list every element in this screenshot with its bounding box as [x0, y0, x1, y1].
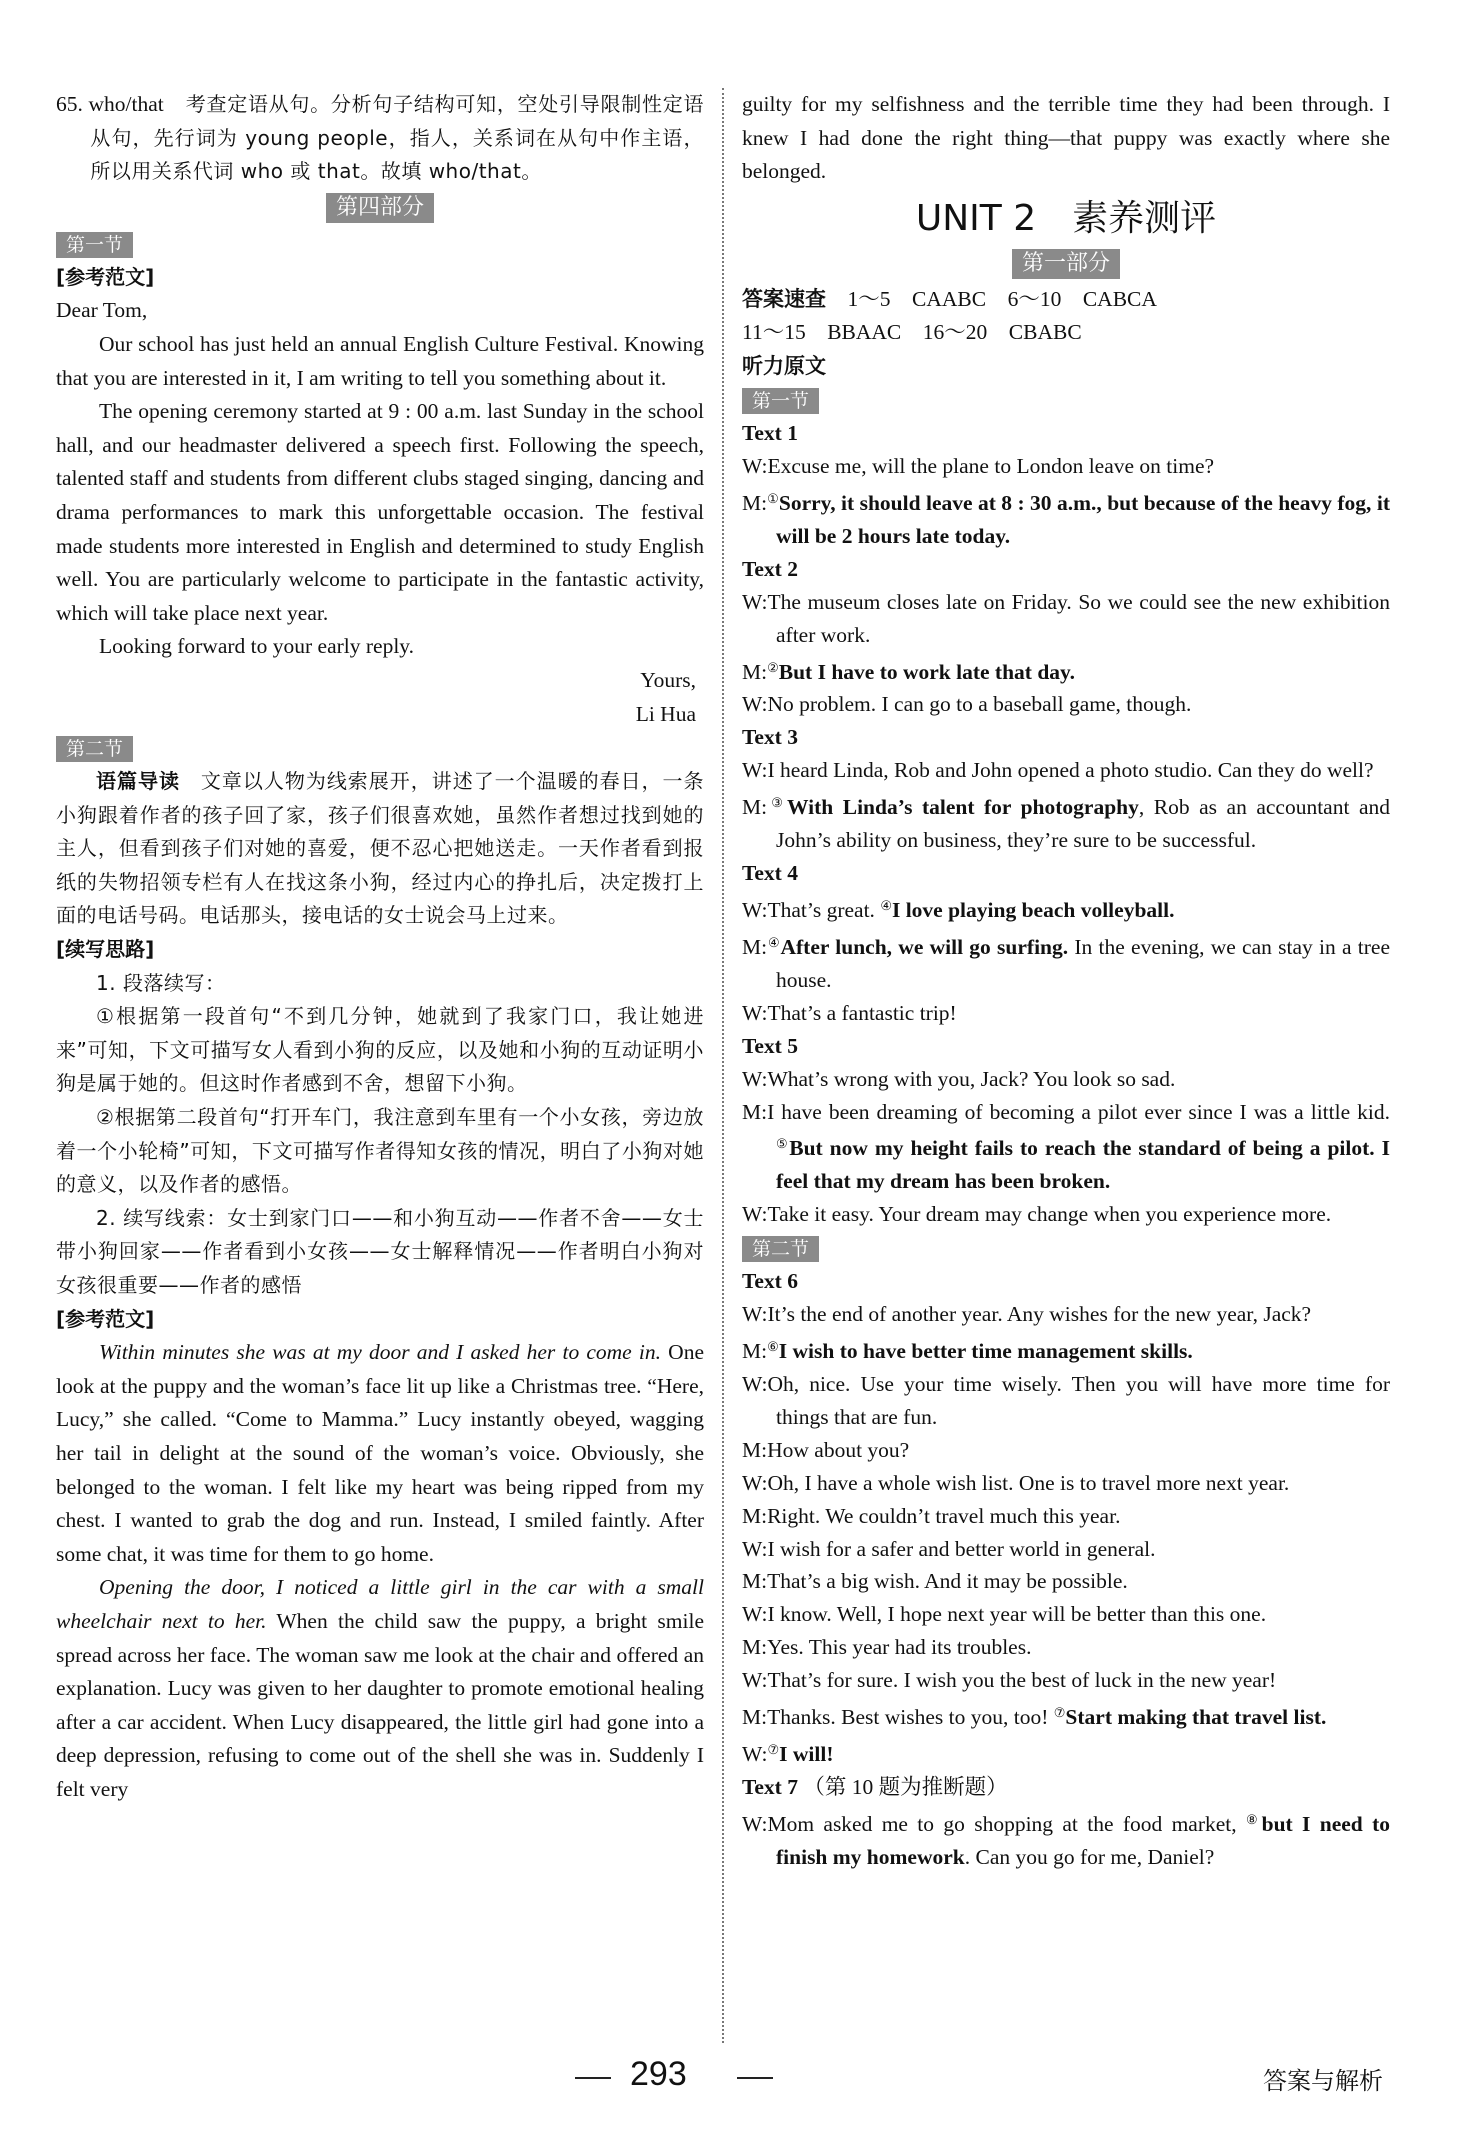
dialogue-text: That’s a fantastic trip! [767, 1000, 957, 1025]
story-text: When the child saw the puppy, a bright smile spread across her face. The woman saw me look at the chair and offered an explanation. Lucy was given to her daughter to promote emotional healing after a car accident. When Lucy disappeared, the little girl had gone into a deep depression, refusing to come out of the shell she was in. Suddenly I felt very [56, 1608, 704, 1801]
listening-section2-badge: 第二节 [742, 1236, 819, 1262]
answer-65-explanation: 考查定语从句。分析句子结构可知，空处引导限制性定语从句，先行词为 young people，指人，关系词在从句中作主语，所以用关系代词 who 或 that。故填 who/that。 [90, 92, 704, 184]
dialogue-line [742, 890, 1390, 927]
dialogue-text: Mom asked me to go shopping at the food market, [767, 1811, 1246, 1836]
speaker-label: W: [742, 1302, 768, 1327]
sample-continuation-label: [参考范文] [56, 1306, 155, 1331]
letter-paragraph: Looking forward to your early reply. [99, 634, 415, 659]
speaker-label: W: [742, 1602, 768, 1627]
dialogue-line [742, 1198, 1390, 1231]
story-paragraph [56, 1336, 704, 1571]
column-divider [722, 88, 724, 2043]
part1-heading: 第一部分 [1012, 249, 1120, 279]
letter-paragraph: The opening ceremony started at 9 : 00 a.m. last Sunday in the school hall, and our headmaster delivered a speech first. Following the speech, talented staff and students from different clubs staged singing, dancing and drama performances to mark this unforgettable occasion. The festival made students more interested in English and determined to study English well. You are particularly welcome to participate in the fantastic activity, which will take place next year. [56, 399, 704, 625]
clue-marker: ⑦ [767, 1741, 780, 1757]
answer-clue-text: I will! [779, 1741, 834, 1766]
dialogue-line [742, 1096, 1390, 1199]
dialogue-text: In the evening, we can stay in a tree house. [776, 934, 1390, 992]
listening-text-title: Text 5 [742, 1033, 798, 1058]
answer-key-line [742, 283, 1390, 317]
dialogue-text: How about you? [767, 1437, 910, 1462]
speaker-label: W: [742, 1372, 768, 1396]
clue-marker: ④ [767, 934, 781, 950]
listening-text-title-label: Text 7 [742, 1774, 798, 1799]
dialogue-line [742, 997, 1390, 1030]
speaker-label: W: [742, 1470, 768, 1495]
dialogue-line [742, 1331, 1390, 1368]
writing-idea: ①根据第一段首句“不到几分钟，她就到了我家门口，我让她进来”可知，下文可描写女人看到小狗的反应，以及她和小狗的互动证明小狗是属于她的。但这时作者感到不舍，想留下小狗。 [56, 1004, 704, 1096]
part4-heading: 第四部分 [326, 193, 434, 223]
dialogue-line [742, 1434, 1390, 1467]
answer-key-values: 1～5 CAABC 6～10 CABCA [847, 286, 1157, 311]
speaker-label: W: [742, 758, 768, 783]
speaker-label: M: [742, 1099, 768, 1124]
answer-clue-text: But I have to work late that day. [778, 659, 1075, 684]
dialogue-text: Oh, I have a whole wish list. One is to travel more next year. [767, 1470, 1290, 1495]
answer-clue-text: but I need to finish my homework [776, 1811, 1390, 1869]
right-column [742, 88, 1390, 1874]
reading-guide [56, 765, 704, 933]
speaker-label: M: [742, 795, 768, 820]
speaker-label: M: [742, 1437, 768, 1462]
footer-label: 答案与解析 [1263, 2067, 1383, 2095]
listening-texts [742, 417, 1390, 1231]
speaker-label: M: [742, 1635, 768, 1660]
story-opening-sentence: Opening the door, I noticed a little girl in the car with a small wheelchair next to her. [56, 1575, 704, 1633]
dialogue-line [742, 1368, 1390, 1434]
answer-clue-text: I wish to have better time management skills. [778, 1339, 1193, 1364]
answer-clue-text: Sorry, it should leave at 8 : 30 a.m., but because of the heavy fog, it will be 2 hours late today. [776, 490, 1390, 548]
dialogue-line [742, 1697, 1390, 1734]
speaker-label: W: [742, 1066, 768, 1091]
speaker-label: W: [742, 453, 768, 478]
dialogue-line [742, 1500, 1390, 1533]
dialogue-text: No problem. I can go to a baseball game, though. [767, 692, 1192, 717]
speaker-label: W: [742, 589, 768, 614]
clue-marker: ⑦ [1053, 1705, 1066, 1721]
clue-marker: ⑧ [1246, 1811, 1262, 1827]
letter-signature: Li Hua [635, 701, 696, 726]
page-number-dash [737, 2077, 773, 2079]
listening-text-title: Text 2 [742, 556, 798, 581]
letter-closing: Yours, [640, 667, 696, 692]
dialogue-line [742, 652, 1390, 689]
page-number: 293 [630, 2055, 687, 2093]
unit-title: UNIT 2 素养测评 [915, 197, 1217, 239]
letter-salutation: Dear Tom, [56, 298, 148, 323]
section2-badge: 第二节 [56, 736, 133, 762]
listening-text-title: Text 3 [742, 725, 798, 750]
speaker-label: W: [742, 898, 768, 923]
speaker-label: M: [742, 659, 768, 684]
dialogue-line [742, 450, 1390, 483]
speaker-label: W: [742, 1000, 768, 1025]
dialogue-line [742, 1298, 1390, 1331]
dialogue-text: Take it easy. Your dream may change when you experience more. [767, 1202, 1332, 1227]
listening-script-label: 听力原文 [742, 353, 826, 378]
speaker-label: M: [742, 490, 768, 515]
dialogue-text: I know. Well, I hope next year will be better than this one. [767, 1602, 1267, 1627]
dialogue-line [742, 1664, 1390, 1697]
listening-text-title: Text 6 [742, 1269, 798, 1294]
clue-marker: ③ [767, 795, 788, 811]
dialogue-line [742, 1533, 1390, 1566]
answer-key-label: 答案速查 [742, 286, 826, 311]
listening-section1-badge: 第一节 [742, 388, 819, 414]
dialogue-text: Excuse me, will the plane to London leave on time? [767, 453, 1215, 478]
story-continuation: guilty for my selfishness and the terrible time they had been through. I knew I had done the right thing—that puppy was exactly where she belonged. [742, 92, 1390, 184]
speaker-label: M: [742, 1705, 768, 1730]
answer-clue-text: But now my height fails to reach the standard of being a pilot. I feel that my dream has been broken. [776, 1136, 1390, 1194]
speaker-label: W: [742, 1668, 768, 1693]
dialogue-line [742, 1063, 1390, 1096]
story-opening-sentence: Within minutes she was at my door and I asked her to come in. [99, 1340, 661, 1365]
listening-text-note: （第 10 题为推断题） [803, 1774, 1008, 1799]
dialogue-text: I have been dreaming of becoming a pilot ever since I was a little kid. [767, 1099, 1390, 1124]
answer-clue-text: I love playing beach volleyball. [891, 898, 1175, 923]
dialogue-line [742, 688, 1390, 721]
dialogue-line [742, 1467, 1390, 1500]
speaker-label: M: [742, 1339, 768, 1364]
speaker-label: W: [742, 1536, 768, 1561]
writing-idea: ②根据第二段首句“打开车门，我注意到车里有一个小女孩，旁边放着一个小轮椅”可知，下文可描写作者得知女孩的情况，明白了小狗对她的意义，以及作者的感悟。 [56, 1105, 704, 1197]
listening-texts [742, 1265, 1390, 1874]
dialogue-line [742, 1598, 1390, 1631]
listening-text-title [742, 1771, 1390, 1804]
clue-marker: ② [767, 659, 779, 675]
section1-badge: 第一节 [56, 232, 133, 258]
listening-text-title: Text 4 [742, 861, 798, 886]
writing-idea-title: 1. 段落续写： [96, 970, 226, 995]
listening-text-title: Text 1 [742, 420, 798, 445]
speaker-label: W: [742, 1811, 768, 1836]
dialogue-text: The museum closes late on Friday. So we could see the new exhibition after work. [767, 589, 1390, 647]
writing-clues: 2. 续写线索：女士到家门口——和小狗互动——作者不舍——女士带小狗回家——作者看到小女孩——女士解释情况——作者明白小狗对女孩很重要——作者的感悟 [56, 1205, 704, 1297]
dialogue-line [742, 483, 1390, 553]
dialogue-text: It’s the end of another year. Any wishes for the new year, Jack? [767, 1302, 1312, 1327]
story-text: One look at the puppy and the woman’s face lit up like a Christmas tree. “Here, Lucy,” she called. “Come to Mamma.” Lucy instantly obeyed, wagging her tail in delight at the sound of the woman’s voice. Obviously, she belonged to the woman. I felt like my heart was being ripped from my chest. I wanted to grab the dog and run. Instead, I smiled faintly. After some chat, it was time for them to go home. [56, 1340, 704, 1566]
speaker-label: M: [742, 1569, 768, 1594]
dialogue-line [742, 586, 1390, 652]
clue-marker: ⑥ [767, 1339, 779, 1355]
dialogue-text: That’s great. [767, 898, 881, 923]
dialogue-line [742, 787, 1390, 857]
dialogue-text: . Can you go for me, Daniel? [964, 1844, 1215, 1869]
speaker-label: M: [742, 1503, 768, 1528]
dialogue-text: I wish for a safer and better world in general. [767, 1536, 1156, 1561]
reading-guide-text: 文章以人物为线索展开，讲述了一个温暖的春日，一条小狗跟着作者的孩子回了家，孩子们很喜欢她，虽然作者想过找到她的主人，但看到孩子们对她的喜爱，便不忍心把她送走。一天作者看到报纸的失物招领专栏有人在找这条小狗，经过内心的挣扎后，决定拨打上面的电话号码。电话那头，接电话的女士说会马上过来。 [56, 769, 705, 928]
speaker-label: W: [742, 692, 768, 717]
answer-65-key: 65. who/that [56, 92, 164, 116]
dialogue-text: That’s for sure. I wish you the best of luck in the new year! [767, 1668, 1277, 1693]
answer-clue-text: Start making that travel list. [1065, 1705, 1327, 1730]
dialogue-line [742, 1734, 1390, 1771]
speaker-label: M: [742, 934, 768, 959]
story-paragraph [56, 1571, 704, 1806]
clue-marker: ⑤ [776, 1136, 790, 1152]
page-footer [0, 2055, 1468, 2115]
dialogue-line [742, 1631, 1390, 1664]
answer-clue-text: After lunch, we will go surfing. [780, 934, 1069, 959]
clue-marker: ① [767, 490, 779, 506]
letter-paragraph: Our school has just held an annual English Culture Festival. Knowing that you are interested in it, I am writing to tell you something about it. [56, 331, 704, 390]
sample-essay-label: [参考范文] [56, 264, 155, 289]
dialogue-text: Thanks. Best wishes to you, too! [767, 1705, 1054, 1730]
clue-marker: ④ [880, 898, 892, 914]
left-column [56, 88, 704, 1807]
dialogue-text: Right. We couldn’t travel much this year. [767, 1503, 1121, 1528]
dialogue-line [742, 1565, 1390, 1598]
page-number-dash [575, 2077, 611, 2079]
dialogue-line [742, 754, 1390, 787]
writing-ideas-label: [续写思路] [56, 937, 155, 962]
dialogue-text: That’s a big wish. And it may be possible. [767, 1569, 1128, 1594]
dialogue-line [742, 927, 1390, 997]
answer-key-line: 11～15 BBAAC 16～20 CBABC [742, 320, 1082, 345]
answer-clue-text: With Linda’s talent for photography [787, 795, 1139, 820]
answer-65 [56, 88, 704, 189]
speaker-label: W: [742, 1741, 768, 1766]
dialogue-text: Oh, nice. Use your time wisely. Then you will have more time for things that are fun. [767, 1372, 1390, 1429]
dialogue-text: I heard Linda, Rob and John opened a photo studio. Can they do well? [767, 758, 1374, 783]
speaker-label: W: [742, 1202, 768, 1227]
dialogue-line [742, 1804, 1390, 1874]
dialogue-text: What’s wrong with you, Jack? You look so sad. [767, 1066, 1176, 1091]
reading-guide-label: 语篇导读 [96, 769, 180, 794]
dialogue-text: Yes. This year had its troubles. [767, 1635, 1032, 1660]
dialogue-text: , Rob as an accountant and John’s ability on business, they’re sure to be successful. [776, 795, 1391, 853]
